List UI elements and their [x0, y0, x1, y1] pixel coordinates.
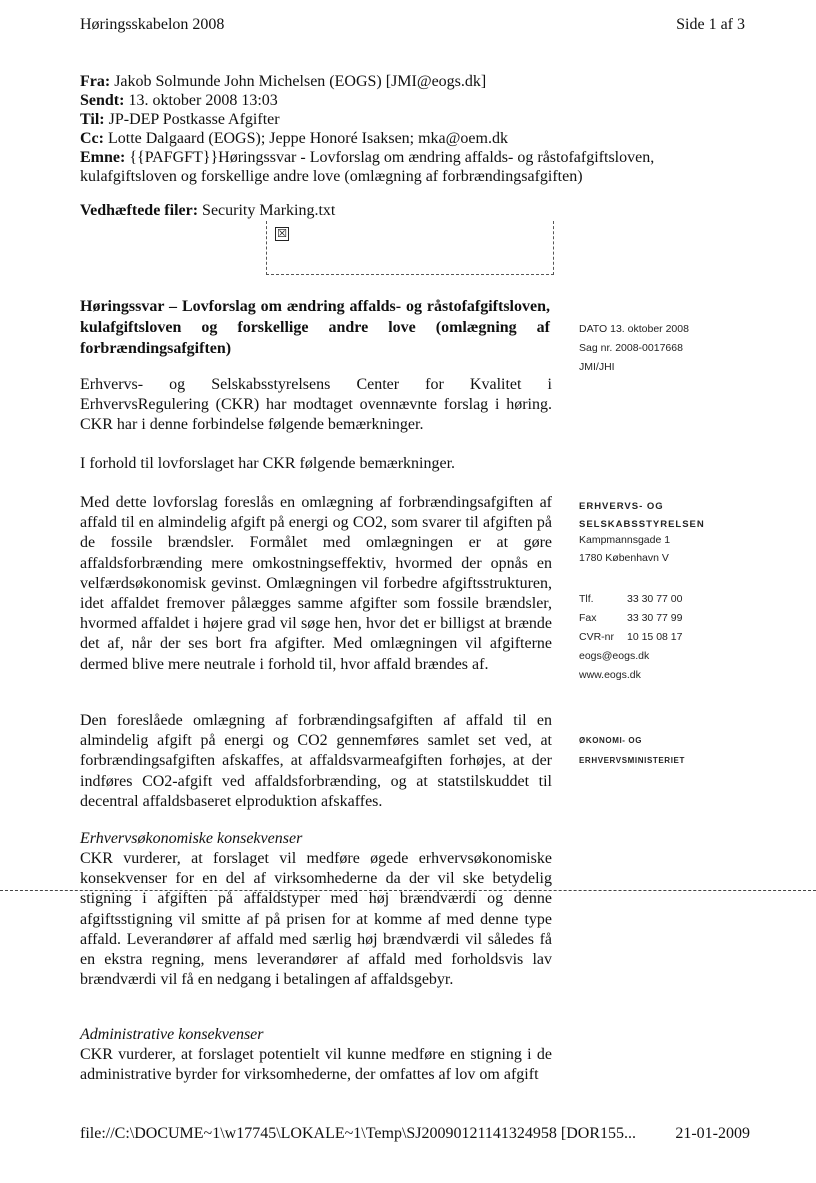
- subject-row: [80, 148, 720, 186]
- address-city: 1780 København V: [579, 552, 669, 564]
- fax-label: Fax: [579, 612, 597, 624]
- email-metadata: [80, 72, 720, 186]
- ministry-line1: ØKONOMI- OG: [579, 736, 643, 745]
- cc-label: Cc:: [80, 130, 104, 147]
- section-heading-business-consequences: Erhvervsøkonomiske konsekvenser: [80, 830, 303, 847]
- paragraph-proposal: Med dette lovforslag foreslås en omlægning af forbrændingsafgiften af affald til en almindelig afgift på energi og CO2, som svarer til afgiften på de fossile brændsler. Formålet med omlægningen er at gøre affaldsforbrænding mere omkostningseffektiv, hvormed der opnås en velfærdsøkonomisk gevinst. Omlægningen vil forbedre afgiftsstrukturen, idet affaldet fremover pålægges samme afgifter som fossile brændsler, hvormed affaldet i højere grad vil søge hen, hvor det er billigst at brænde det af, når der ses bort fra afgifter. Med omlægningen vil afgifterne dermed blive mere neutrale i forhold til, hvor affald brændes af.: [80, 494, 552, 673]
- sent-label: Sendt:: [80, 92, 125, 109]
- address-street: Kampmannsgade 1: [579, 534, 671, 546]
- attachments-row: [80, 202, 335, 220]
- paragraph-administrative-consequences: CKR vurderer, at forslaget potentielt vil kunne medføre en stigning i de administrative byrder for virksomhederne, der omfattes af lov om afgift: [80, 1046, 552, 1084]
- to-value: JP-DEP Postkasse Afgifter: [108, 111, 280, 128]
- contact-phone: [579, 590, 682, 609]
- sidebar-case-info: [579, 320, 689, 377]
- page-break-line: [0, 890, 816, 891]
- sent-value: 13. oktober 2008 13:03: [128, 92, 278, 109]
- paragraph-implementation: Den foreslåede omlægning af forbrændingsafgiften af affald til en almindelig afgift på energi og CO2 gennemføres samlet set ved, at forbrændingsafgiften afskaffes, at affaldsvarmeafgiften forhøjes, at der indføres CO2-afgift ved affaldsforbrænding, og at statstilskuddet til decentral affaldsbaseret elproduktion afskaffes.: [80, 712, 552, 810]
- sidebar-case-number: Sag nr. 2008-0017668: [579, 342, 683, 354]
- attachment-image-placeholder: [266, 221, 554, 275]
- phone-value: 33 30 77 00: [627, 593, 683, 605]
- from-label: Fra:: [80, 73, 111, 90]
- subject-label: Emne:: [80, 149, 126, 166]
- document-title: Høringssvar – Lovforslag om ændring affalds- og råstofafgiftsloven, kulafgiftsloven og forskellige andre love (omlægning af forbrændingsafgiften): [80, 298, 550, 357]
- page-number: Side 1 af 3: [676, 16, 745, 33]
- phone-label: Tlf.: [579, 593, 594, 605]
- contact-fax: [579, 609, 682, 628]
- from-row: [80, 72, 720, 91]
- to-label: Til:: [80, 111, 105, 128]
- ministry-line2: ERHVERVSMINISTERIET: [579, 756, 685, 765]
- paragraph-business-consequences: CKR vurderer, at forslaget vil medføre øgede erhvervsøkonomiske konsekvenser for en del af virksomhederne da der vil ske betydelig stigning i afgiften på affaldstyper med høj brændværdi og denne afgiftsstigning vil smitte af på prisen for at komme af med denne type affald. Leverandører af affald med særlig høj brændværdi vil således få en ekstra regning, mens leverandører af affald med forholdsvis lav brændværdi vil få en nedgang i betalingen af affaldsgebyr.: [80, 850, 552, 989]
- contact-cvr: [579, 628, 682, 647]
- paragraph-intro: Erhvervs- og Selskabsstyrelsens Center for Kvalitet i ErhvervsRegulering (CKR) har modtaget ovennævnte forslag i høring. CKR har i denne forbindelse følgende bemærkninger.: [80, 376, 552, 434]
- cvr-value: 10 15 08 17: [627, 631, 683, 643]
- footer-file-path: file://C:\DOCUME~1\w17745\LOKALE~1\Temp\SJ20090121141324958 [DOR155...: [80, 1125, 637, 1142]
- sidebar-date: DATO 13. oktober 2008: [579, 323, 689, 335]
- sidebar-organization: [579, 498, 705, 534]
- contact-website[interactable]: www.eogs.dk: [579, 669, 641, 681]
- subject-value: {{PAFGFT}}Høringssvar - Lovforslag om ændring affalds- og råstofafgiftsloven, kulafgiftsloven og forskellige andre love (omlægning af forbrændingsafgiften): [80, 149, 655, 185]
- sidebar-contact: [579, 590, 682, 685]
- paragraph-remarks: I forhold til lovforslaget har CKR følgende bemærkninger.: [80, 455, 456, 472]
- org-name-line1: ERHVERVS- OG: [579, 501, 664, 512]
- sidebar-ministry: [579, 731, 685, 771]
- fax-value: 33 30 77 99: [627, 612, 683, 624]
- to-row: [80, 110, 720, 129]
- sent-row: [80, 91, 720, 110]
- footer-date: 21-01-2009: [675, 1125, 750, 1142]
- cc-row: [80, 129, 720, 148]
- document-footer: [80, 1125, 750, 1143]
- contact-email[interactable]: eogs@eogs.dk: [579, 650, 650, 662]
- broken-image-icon: ☒: [275, 227, 289, 241]
- org-name-line2: SELSKABSSTYRELSEN: [579, 519, 705, 530]
- cc-value: Lotte Dalgaard (EOGS); Jeppe Honoré Isaksen; mka@oem.dk: [107, 130, 508, 147]
- sidebar-address: [579, 531, 670, 567]
- attachment-link[interactable]: Security Marking.txt: [202, 202, 336, 219]
- from-value: Jakob Solmunde John Michelsen (EOGS) [JMI@eogs.dk]: [114, 73, 487, 90]
- attachments-label: Vedhæftede filer:: [80, 202, 199, 219]
- sidebar-initials: JMI/JHI: [579, 361, 615, 373]
- document-header-title: Høringsskabelon 2008: [80, 16, 225, 33]
- section-heading-administrative-consequences: Administrative konsekvenser: [80, 1026, 264, 1043]
- cvr-label: CVR-nr: [579, 631, 615, 643]
